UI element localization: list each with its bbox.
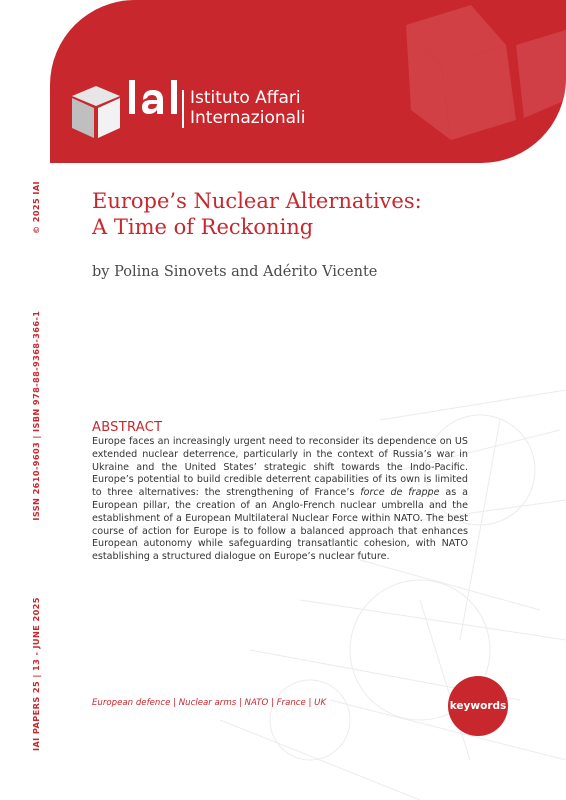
abstract-heading: ABSTRACT xyxy=(92,420,163,435)
series-info: IAI PAPERS 25 | 13 - JUNE 2025 xyxy=(31,597,41,751)
keywords-list: European defence | Nuclear arms | NATO | France | UK xyxy=(92,698,327,708)
side-publication-info xyxy=(31,181,41,751)
keywords-badge-label: keywords xyxy=(449,700,507,712)
authors: by Polina Sinovets and Adérito Vicente xyxy=(92,264,378,280)
logo-institute-name xyxy=(190,88,305,128)
keywords-badge xyxy=(448,676,508,736)
logo-name-line1: Istituto Affari xyxy=(190,88,301,108)
cube-watermark-graphic xyxy=(366,0,566,163)
paper-title xyxy=(92,188,472,240)
header-banner xyxy=(50,0,566,163)
title-line-1: Europe’s Nuclear Alternatives: xyxy=(92,189,422,213)
abstract-text-part2: as a European pillar, the creation of an Anglo-French nuclear umbrella and the establishment of a European Multilateral Nuclear Force within NATO. The best course of action for Europe is to follow a balanced approach that enhances European autonomy while safeguarding transatlantic cohesion, with NATO establishing a structured dialogue on Europe’s nuclear future. xyxy=(92,487,468,563)
logo-divider xyxy=(182,90,184,128)
title-line-2: A Time of Reckoning xyxy=(92,215,314,239)
logo-name-line2: Internazionali xyxy=(190,108,306,128)
iai-logo-cube-icon xyxy=(70,82,122,142)
copyright: © 2025 IAI xyxy=(31,181,41,235)
issn-isbn: ISSN 2610-9603 | ISBN 978-88-9368-366-1 xyxy=(31,310,41,521)
logo-acronym xyxy=(129,76,179,126)
abstract-italic-term: force de frappe xyxy=(360,487,440,499)
iai-letter-mark xyxy=(129,76,179,118)
abstract-text xyxy=(92,436,468,564)
abstract-text-part1: Europe faces an increasingly urgent need to reconsider its dependence on US extended nuclear deterrence, particularly in the context of Russia’s war in Ukraine and the United States’ strategic shift towards the Indo-Pacific. Europe’s potential to build credible deterrent capabilities of its own is limited to three alternatives: the strengthening of France’s xyxy=(92,436,468,499)
